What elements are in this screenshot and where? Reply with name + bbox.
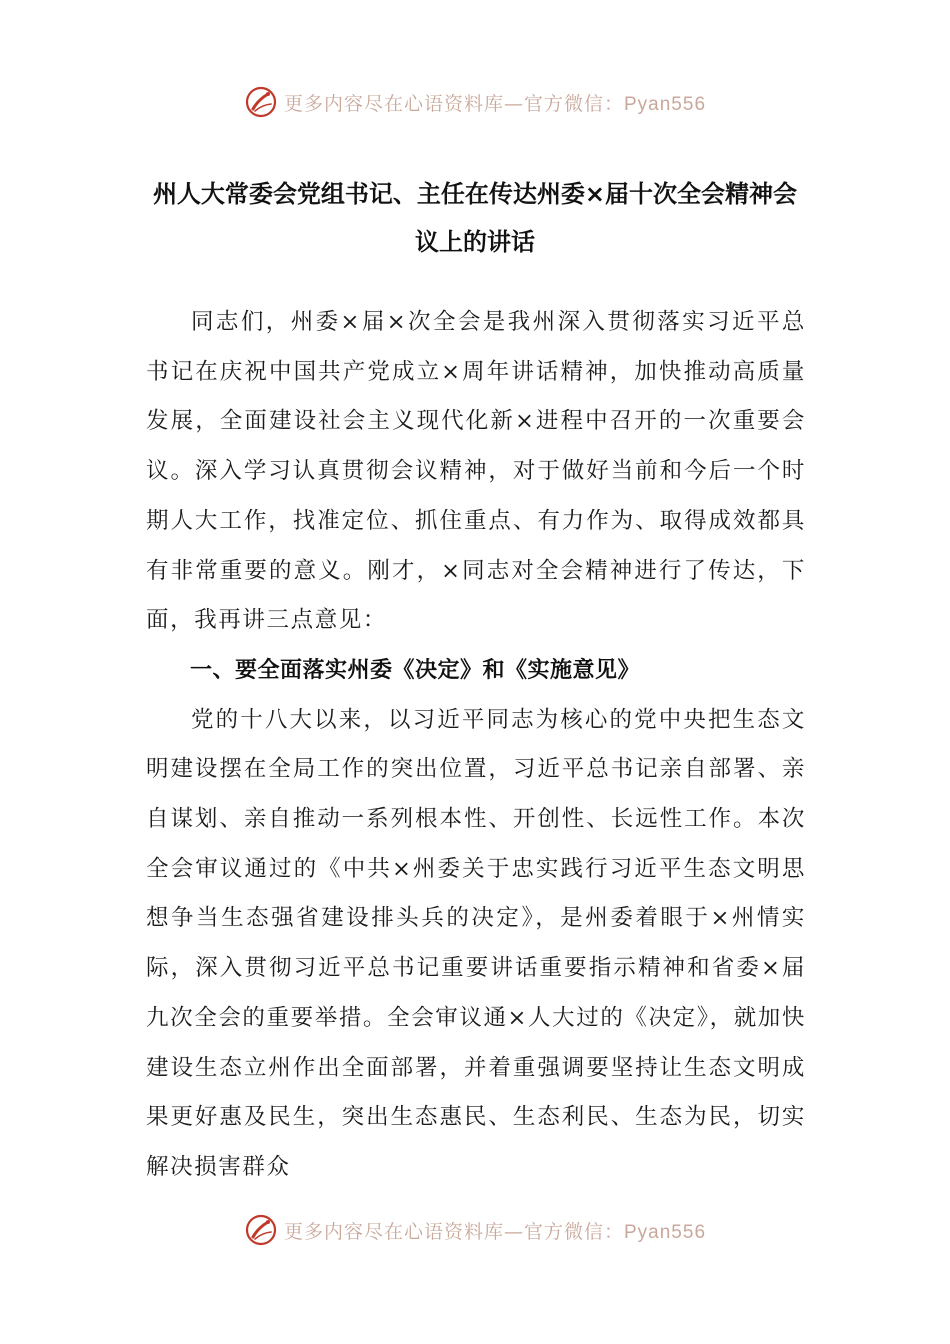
watermark-text <box>284 89 706 116</box>
brush-logo-icon <box>244 1213 278 1247</box>
body-paragraph: 党的十八大以来，以习近平同志为核心的党中央把生态文明建设摆在全局工作的突出位置，习近平总书记亲自部署、亲自谋划、亲自推动一系列根本性、开创性、长远性工作。本次全会审议通过的《中共×州委关于忠实践行习近平生态文明思想争当生态强省建设排头兵的决定》，是州委着眼于×州情实际，深入贯彻习近平总书记重要讲话重要指示精神和省委×届九次全会的重要举措。全会审议通×人大过的《决定》，就加快建设生态立州作出全面部署，并着重强调要坚持让生态文明成果更好惠及民生，突出生态惠民、生态利民、生态为民，切实解决损害群众 <box>146 706 806 1180</box>
watermark-handle: Pyan556 <box>624 1221 707 1243</box>
watermark-label: 更多内容尽在心语资料库—官方微信： <box>283 92 624 115</box>
document-title: 州人大常委会党组书记、主任在传达州委×届十次全会精神会议上的讲话 <box>152 180 798 256</box>
section-heading: 一、要全面落实州委《决定》和《实施意见》 <box>190 657 641 683</box>
watermark-handle: Pyan556 <box>624 93 707 115</box>
document-body <box>146 298 806 1193</box>
watermark-banner-bottom <box>0 1210 950 1250</box>
watermark-text <box>284 1217 706 1244</box>
brush-logo-icon <box>244 85 278 119</box>
watermark-banner-top <box>0 82 950 122</box>
body-paragraph: 同志们，州委×届×次全会是我州深入贯彻落实习近平总书记在庆祝中国共产党成立×周年讲话精神，加快推动高质量发展，全面建设社会主义现代化新×进程中召开的一次重要会议。深入学习认真贯彻会议精神，对于做好当前和今后一个时期人大工作，找准定位、抓住重点、有力作为、取得成效都具有非常重要的意义。刚才，×同志对全会精神进行了传达，下面，我再讲三点意见： <box>146 309 806 634</box>
watermark-label: 更多内容尽在心语资料库—官方微信： <box>283 1220 624 1243</box>
